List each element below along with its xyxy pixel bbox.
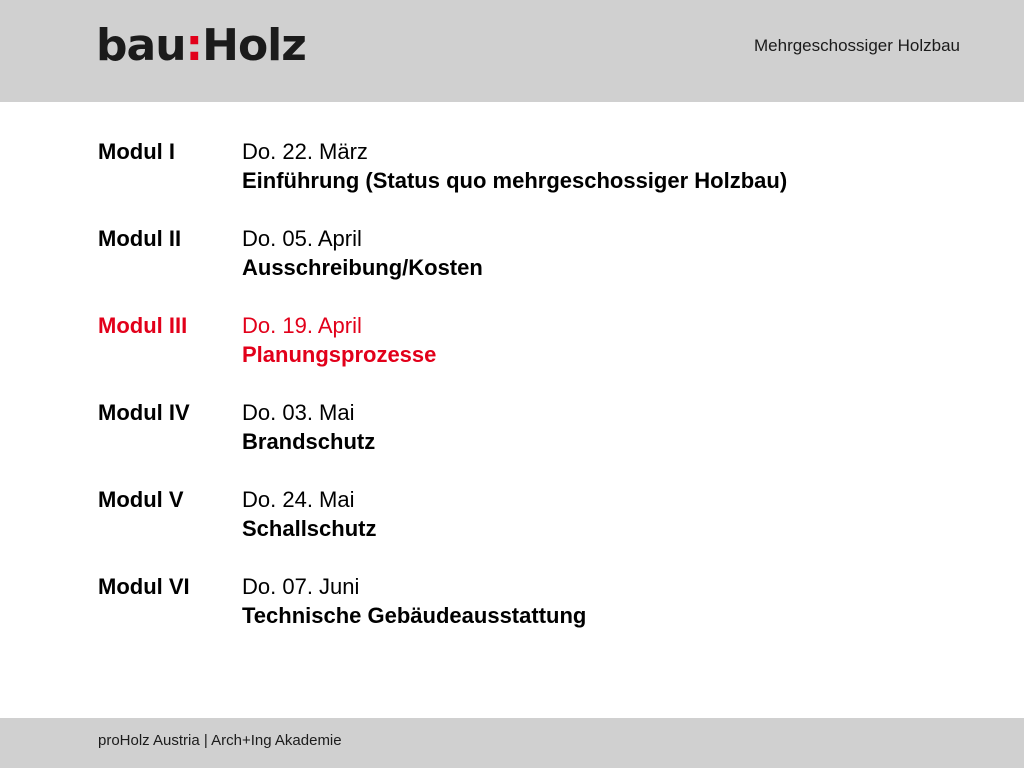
module-item-active bbox=[98, 311, 978, 369]
module-label: Modul I bbox=[98, 139, 175, 164]
module-date: Do. 05. April bbox=[242, 226, 362, 251]
module-item bbox=[98, 398, 978, 456]
module-item bbox=[98, 485, 978, 543]
module-topic: Brandschutz bbox=[242, 429, 376, 454]
module-list bbox=[98, 137, 978, 659]
module-date: Do. 19. April bbox=[242, 313, 362, 338]
header-title: Mehrgeschossiger Holzbau bbox=[754, 36, 960, 55]
module-topic: Planungsprozesse bbox=[242, 342, 437, 367]
module-date: Do. 24. Mai bbox=[242, 487, 355, 512]
module-label: Modul VI bbox=[98, 574, 190, 599]
logo-colon: : bbox=[185, 20, 203, 71]
module-details bbox=[242, 572, 586, 630]
logo-text-holz: Holz bbox=[202, 20, 306, 71]
module-item bbox=[98, 224, 978, 282]
module-topic: Technische Gebäudeausstattung bbox=[242, 603, 587, 628]
module-topic: Einführung (Status quo mehrgeschossiger Holzbau) bbox=[242, 168, 788, 193]
module-item bbox=[98, 572, 978, 630]
logo-text-bau: bau bbox=[96, 20, 186, 71]
module-details bbox=[242, 311, 436, 369]
module-item bbox=[98, 137, 978, 195]
footer-bar bbox=[0, 718, 1024, 768]
footer-text: proHolz Austria | Arch+Ing Akademie bbox=[98, 732, 342, 749]
module-details bbox=[242, 137, 787, 195]
module-label: Modul II bbox=[98, 226, 182, 251]
module-label: Modul IV bbox=[98, 400, 190, 425]
module-details bbox=[242, 398, 375, 456]
module-topic: Schallschutz bbox=[242, 516, 377, 541]
header-bar bbox=[0, 0, 1024, 102]
module-date: Do. 07. Juni bbox=[242, 574, 360, 599]
module-topic: Ausschreibung/Kosten bbox=[242, 255, 483, 280]
bauholz-logo bbox=[96, 20, 306, 71]
module-date: Do. 03. Mai bbox=[242, 400, 355, 425]
module-details bbox=[242, 224, 483, 282]
module-details bbox=[242, 485, 376, 543]
module-label: Modul III bbox=[98, 313, 188, 338]
module-date: Do. 22. März bbox=[242, 139, 368, 164]
module-label: Modul V bbox=[98, 487, 184, 512]
